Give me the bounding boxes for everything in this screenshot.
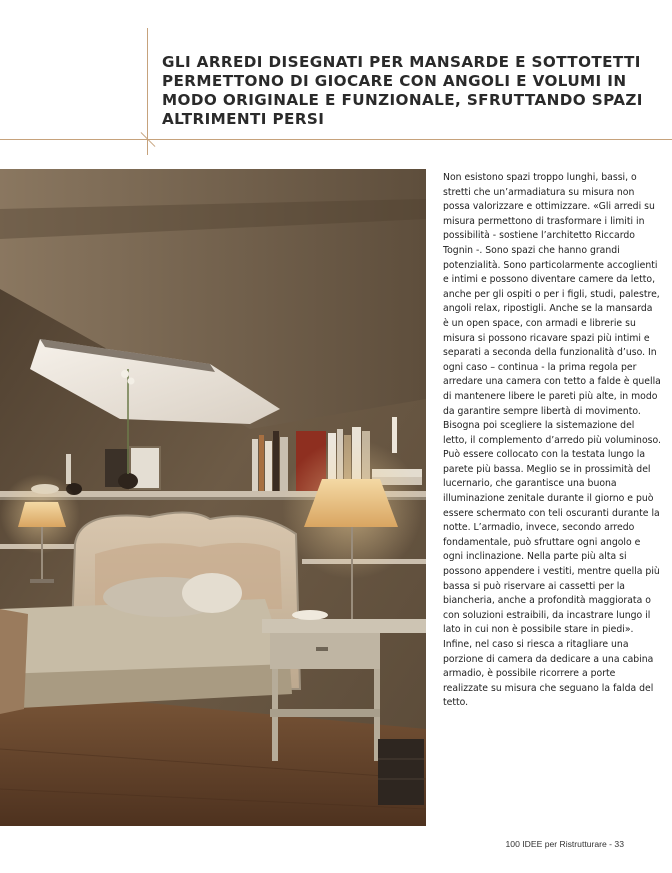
page-footer: 100 IDEE per Ristrutturare - 33 [505,839,624,849]
horizontal-rule [0,139,672,140]
vertical-rule [147,28,148,155]
article-heading: GLI ARREDI DISEGNATI PER MANSARDE E SOTTOTETTI PERMETTONO DI GIOCARE CON ANGOLI E VOLUMI IN MODO ORIGINALE E FUNZIONALE, SFRUTTANDO SPAZI ALTRIMENTI PERSI [162,53,643,128]
article-body: Non esistono spazi troppo lunghi, bassi, o stretti che un’armadiatura su misura non possa valorizzare e ottimizzare. «Gli arredi su misura permettono di trasformare i limiti in possibilità - sostiene l’architetto Riccardo Tognin -. Sono spazi che hanno grandi potenzialità. Sono particolarmente accoglienti e intimi e possono diventare camere da letto, anche per gli ospiti o per i figli, studi, palestre, angoli relax, ripostigli. Anche se la mansarda è un open space, con armadi e librerie su misura si possono ricavare spazi più intimi e separati a seconda della funzionalità d’uso. In ogni caso – continua - la prima regola per arredare una camera con tetto a falde è quella di mantenere libere le pareti più alte, in modo da garantire sempre libertà di movimento. Bisogna poi scegliere la sistemazione del letto, il complemento d’arredo più voluminoso. Può essere collocato con la testata lungo la parete più bassa. Meglio se in prossimità del lucernario, che garantisce una buona illuminazione zenitale durante il giorno e può essere schermato con teli oscuranti durante la notte. L’armadio, invece, secondo arredo fondamentale, può sfruttare ogni angolo e ogni inclinazione. Nella parte più alta si possono appendere i vestiti, mentre quella più bassa si può riservare ai cassetti per la biancheria, anche a profondità maggiorata o con soluzioni estraibili, da incastrare lungo il lato in cui non è possibile stare in piedi». Infine, nel caso si riesca a ritagliare una porzione di camera da dedicare a una cabina armadio, è possibile ricorrere a porte realizzate su misura che seguano la falda del tetto. [443,172,661,709]
bedroom-photo [0,169,426,826]
